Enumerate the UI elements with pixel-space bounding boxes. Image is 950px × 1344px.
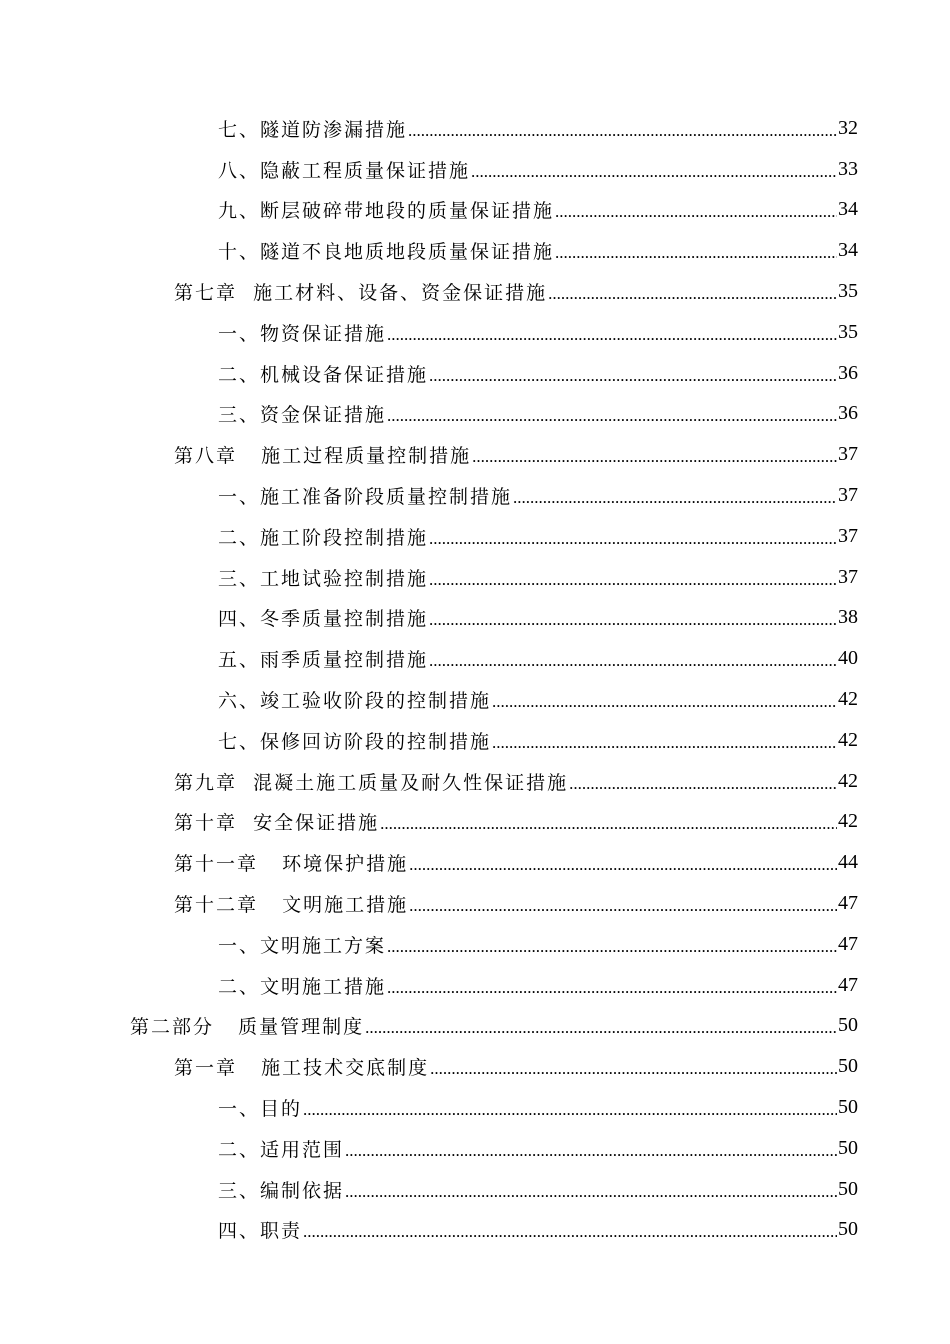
- toc-dot-leader: [387, 938, 837, 955]
- toc-page-number: 36: [838, 402, 858, 425]
- toc-entry-title: 四、冬季质量控制措施: [218, 608, 429, 631]
- toc-page-number: 47: [838, 932, 858, 955]
- toc-page-number: 50: [838, 1055, 858, 1078]
- toc-dot-leader: [513, 489, 837, 506]
- toc-dot-leader: [430, 1060, 837, 1077]
- toc-entry-title: 七、保修回访阶段的控制措施: [218, 730, 492, 753]
- toc-dot-leader: [429, 367, 837, 384]
- toc-page-number: 42: [838, 810, 858, 833]
- table-of-contents: [0, 108, 950, 1250]
- toc-page-number: 35: [838, 280, 858, 303]
- toc-entry-title: 第七章 施工材料、设备、资金保证措施: [174, 282, 548, 305]
- toc-page-number: 34: [838, 198, 858, 221]
- toc-entry[interactable]: [0, 965, 950, 1006]
- toc-entry[interactable]: [0, 1128, 950, 1169]
- toc-entry[interactable]: [0, 1087, 950, 1128]
- toc-page-number: 37: [838, 524, 858, 547]
- toc-entry-title: 三、编制依据: [218, 1179, 345, 1202]
- toc-entry-title: 二、适用范围: [218, 1138, 345, 1161]
- toc-dot-leader: [345, 1142, 837, 1159]
- toc-dot-leader: [472, 448, 837, 465]
- toc-entry[interactable]: [0, 1210, 950, 1251]
- toc-entry-title: 二、机械设备保证措施: [218, 363, 429, 386]
- toc-entry[interactable]: [0, 1006, 950, 1047]
- toc-dot-leader: [492, 693, 837, 710]
- toc-entry[interactable]: [0, 312, 950, 353]
- toc-dot-leader: [429, 611, 837, 628]
- toc-page-number: 47: [838, 892, 858, 915]
- toc-entry[interactable]: [0, 679, 950, 720]
- toc-entry[interactable]: [0, 271, 950, 312]
- toc-page-number: 40: [838, 647, 858, 670]
- toc-entry-title: 一、施工准备阶段质量控制措施: [218, 486, 513, 509]
- toc-entry[interactable]: [0, 720, 950, 761]
- toc-entry[interactable]: [0, 434, 950, 475]
- toc-dot-leader: [555, 244, 837, 261]
- toc-entry-title: 第二部分 质量管理制度: [130, 1016, 365, 1039]
- toc-entry[interactable]: [0, 394, 950, 435]
- toc-dot-leader: [380, 815, 837, 832]
- toc-page-number: 47: [838, 973, 858, 996]
- toc-page-number: 50: [838, 1096, 858, 1119]
- toc-entry[interactable]: [0, 230, 950, 271]
- toc-entry[interactable]: [0, 149, 950, 190]
- toc-entry-title: 第一章 施工技术交底制度: [174, 1057, 430, 1080]
- toc-dot-leader: [548, 285, 837, 302]
- toc-page-number: 50: [838, 1177, 858, 1200]
- toc-page-number: 50: [838, 1218, 858, 1241]
- toc-entry-title: 二、施工阶段控制措施: [218, 526, 429, 549]
- toc-entry-title: 第十二章 文明施工措施: [174, 894, 409, 917]
- toc-entry-title: 一、文明施工方案: [218, 934, 387, 957]
- toc-entry-title: 六、竣工验收阶段的控制措施: [218, 690, 492, 713]
- toc-page-number: 50: [838, 1014, 858, 1037]
- toc-entry-title: 第八章 施工过程质量控制措施: [174, 445, 472, 468]
- toc-entry-title: 三、资金保证措施: [218, 404, 387, 427]
- toc-page-number: 42: [838, 728, 858, 751]
- toc-dot-leader: [471, 163, 837, 180]
- toc-dot-leader: [408, 122, 837, 139]
- toc-entry[interactable]: [0, 924, 950, 965]
- toc-page-number: 44: [838, 851, 858, 874]
- toc-page-number: 37: [838, 443, 858, 466]
- toc-dot-leader: [365, 1019, 837, 1036]
- toc-dot-leader: [429, 652, 837, 669]
- toc-entry[interactable]: [0, 802, 950, 843]
- toc-page-number: 50: [838, 1136, 858, 1159]
- toc-page-number: 38: [838, 606, 858, 629]
- toc-entry[interactable]: [0, 516, 950, 557]
- toc-entry-title: 一、目的: [218, 1098, 303, 1121]
- toc-dot-leader: [492, 734, 837, 751]
- toc-entry-title: 十、隧道不良地质地段质量保证措施: [218, 241, 555, 264]
- toc-entry-title: 八、隐蔽工程质量保证措施: [218, 159, 471, 182]
- toc-entry[interactable]: [0, 557, 950, 598]
- toc-entry-title: 第十章 安全保证措施: [174, 812, 380, 835]
- toc-dot-leader: [345, 1183, 837, 1200]
- toc-entry[interactable]: [0, 1046, 950, 1087]
- toc-dot-leader: [409, 856, 837, 873]
- toc-entry-title: 五、雨季质量控制措施: [218, 649, 429, 672]
- toc-entry-title: 第九章 混凝土施工质量及耐久性保证措施: [174, 771, 569, 794]
- toc-page-number: 35: [838, 320, 858, 343]
- toc-dot-leader: [429, 530, 837, 547]
- toc-entry-title: 三、工地试验控制措施: [218, 567, 429, 590]
- toc-entry-title: 一、物资保证措施: [218, 322, 387, 345]
- toc-page-number: 36: [838, 361, 858, 384]
- toc-entry[interactable]: [0, 761, 950, 802]
- toc-entry[interactable]: [0, 475, 950, 516]
- toc-page-number: 33: [838, 157, 858, 180]
- toc-page-number: 37: [838, 484, 858, 507]
- toc-dot-leader: [555, 203, 837, 220]
- toc-entry-title: 二、文明施工措施: [218, 975, 387, 998]
- toc-entry[interactable]: [0, 638, 950, 679]
- toc-dot-leader: [303, 1101, 837, 1118]
- toc-entry[interactable]: [0, 353, 950, 394]
- toc-page-number: 32: [838, 116, 858, 139]
- toc-page-number: 34: [838, 239, 858, 262]
- toc-page-number: 37: [838, 565, 858, 588]
- toc-entry[interactable]: [0, 190, 950, 231]
- toc-entry-title: 九、断层破碎带地段的质量保证措施: [218, 200, 555, 223]
- toc-dot-leader: [569, 775, 837, 792]
- toc-entry[interactable]: [0, 598, 950, 639]
- toc-entry[interactable]: [0, 842, 950, 883]
- toc-entry[interactable]: [0, 108, 950, 149]
- toc-page-number: 42: [838, 688, 858, 711]
- toc-entry[interactable]: [0, 883, 950, 924]
- toc-entry-title: 四、职责: [218, 1220, 303, 1243]
- toc-dot-leader: [303, 1223, 837, 1240]
- toc-dot-leader: [429, 571, 837, 588]
- toc-entry-title: 七、隧道防渗漏措施: [218, 118, 408, 141]
- toc-page-number: 42: [838, 769, 858, 792]
- toc-entry[interactable]: [0, 1169, 950, 1210]
- toc-dot-leader: [387, 979, 837, 996]
- toc-dot-leader: [387, 326, 837, 343]
- toc-dot-leader: [409, 897, 837, 914]
- toc-entry-title: 第十一章 环境保护措施: [174, 853, 409, 876]
- toc-dot-leader: [387, 407, 837, 424]
